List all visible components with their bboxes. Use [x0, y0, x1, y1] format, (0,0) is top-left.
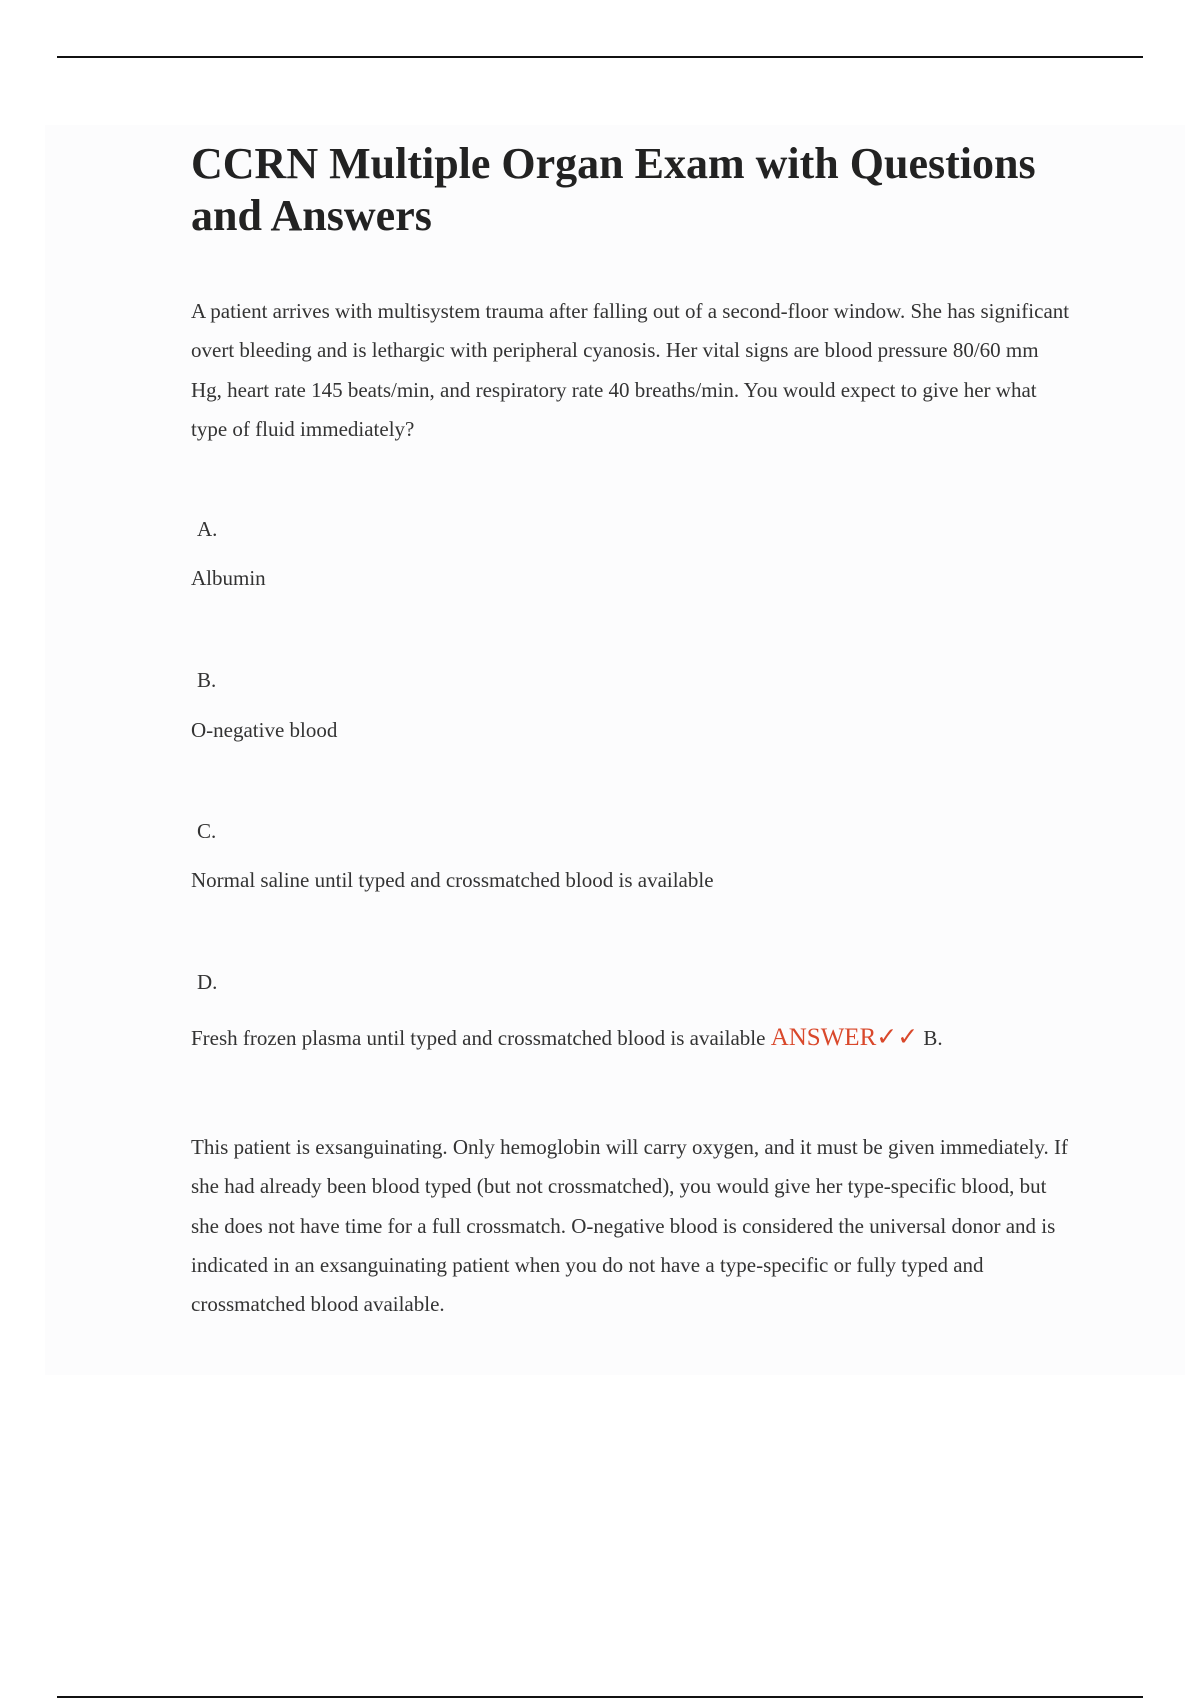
option-a-letter: A.: [197, 517, 218, 541]
option-b-text: O-negative blood: [191, 718, 338, 742]
option-b-letter: B.: [197, 668, 217, 692]
option-c-text: Normal saline until typed and crossmatched blood is available: [191, 868, 714, 892]
header-rule: [57, 56, 1143, 58]
answer-explanation: This patient is exsanguinating. Only hemoglobin will carry oxygen, and it must be given immediately. If she had already been blood typed (but not crossmatched), you would give her type-specific blood, but she does not have time for a full crossmatch. O-negative blood is considered the universal donor and is indicated in an exsanguinating patient when you do not have a type-specific or fully typed and crossmatched blood available.: [191, 1135, 1068, 1317]
option-a-text: Albumin: [191, 566, 266, 590]
answer-label: ANSWER✓✓: [770, 1024, 919, 1051]
option-d-letter: D.: [197, 970, 218, 994]
question-text: A patient arrives with multisystem trauma after falling out of a second-floor window. She has significant overt bleeding and is lethargic with peripheral cyanosis. Her vital signs are blood pressure 80/60 mm Hg, heart rate 145 beats/min, and respiratory rate 40 breaths/min. You would expect to give her what type of fluid immediately?: [191, 299, 1070, 441]
footer-rule: [57, 1696, 1143, 1698]
answer-value: B.: [923, 1026, 943, 1050]
option-c-letter: C.: [197, 819, 217, 843]
page-title: CCRN Multiple Organ Exam with Questions and Answers: [191, 139, 1036, 240]
option-d-line: [191, 1024, 1071, 1052]
option-d-text: Fresh frozen plasma until typed and crossmatched blood is available: [191, 1026, 766, 1050]
